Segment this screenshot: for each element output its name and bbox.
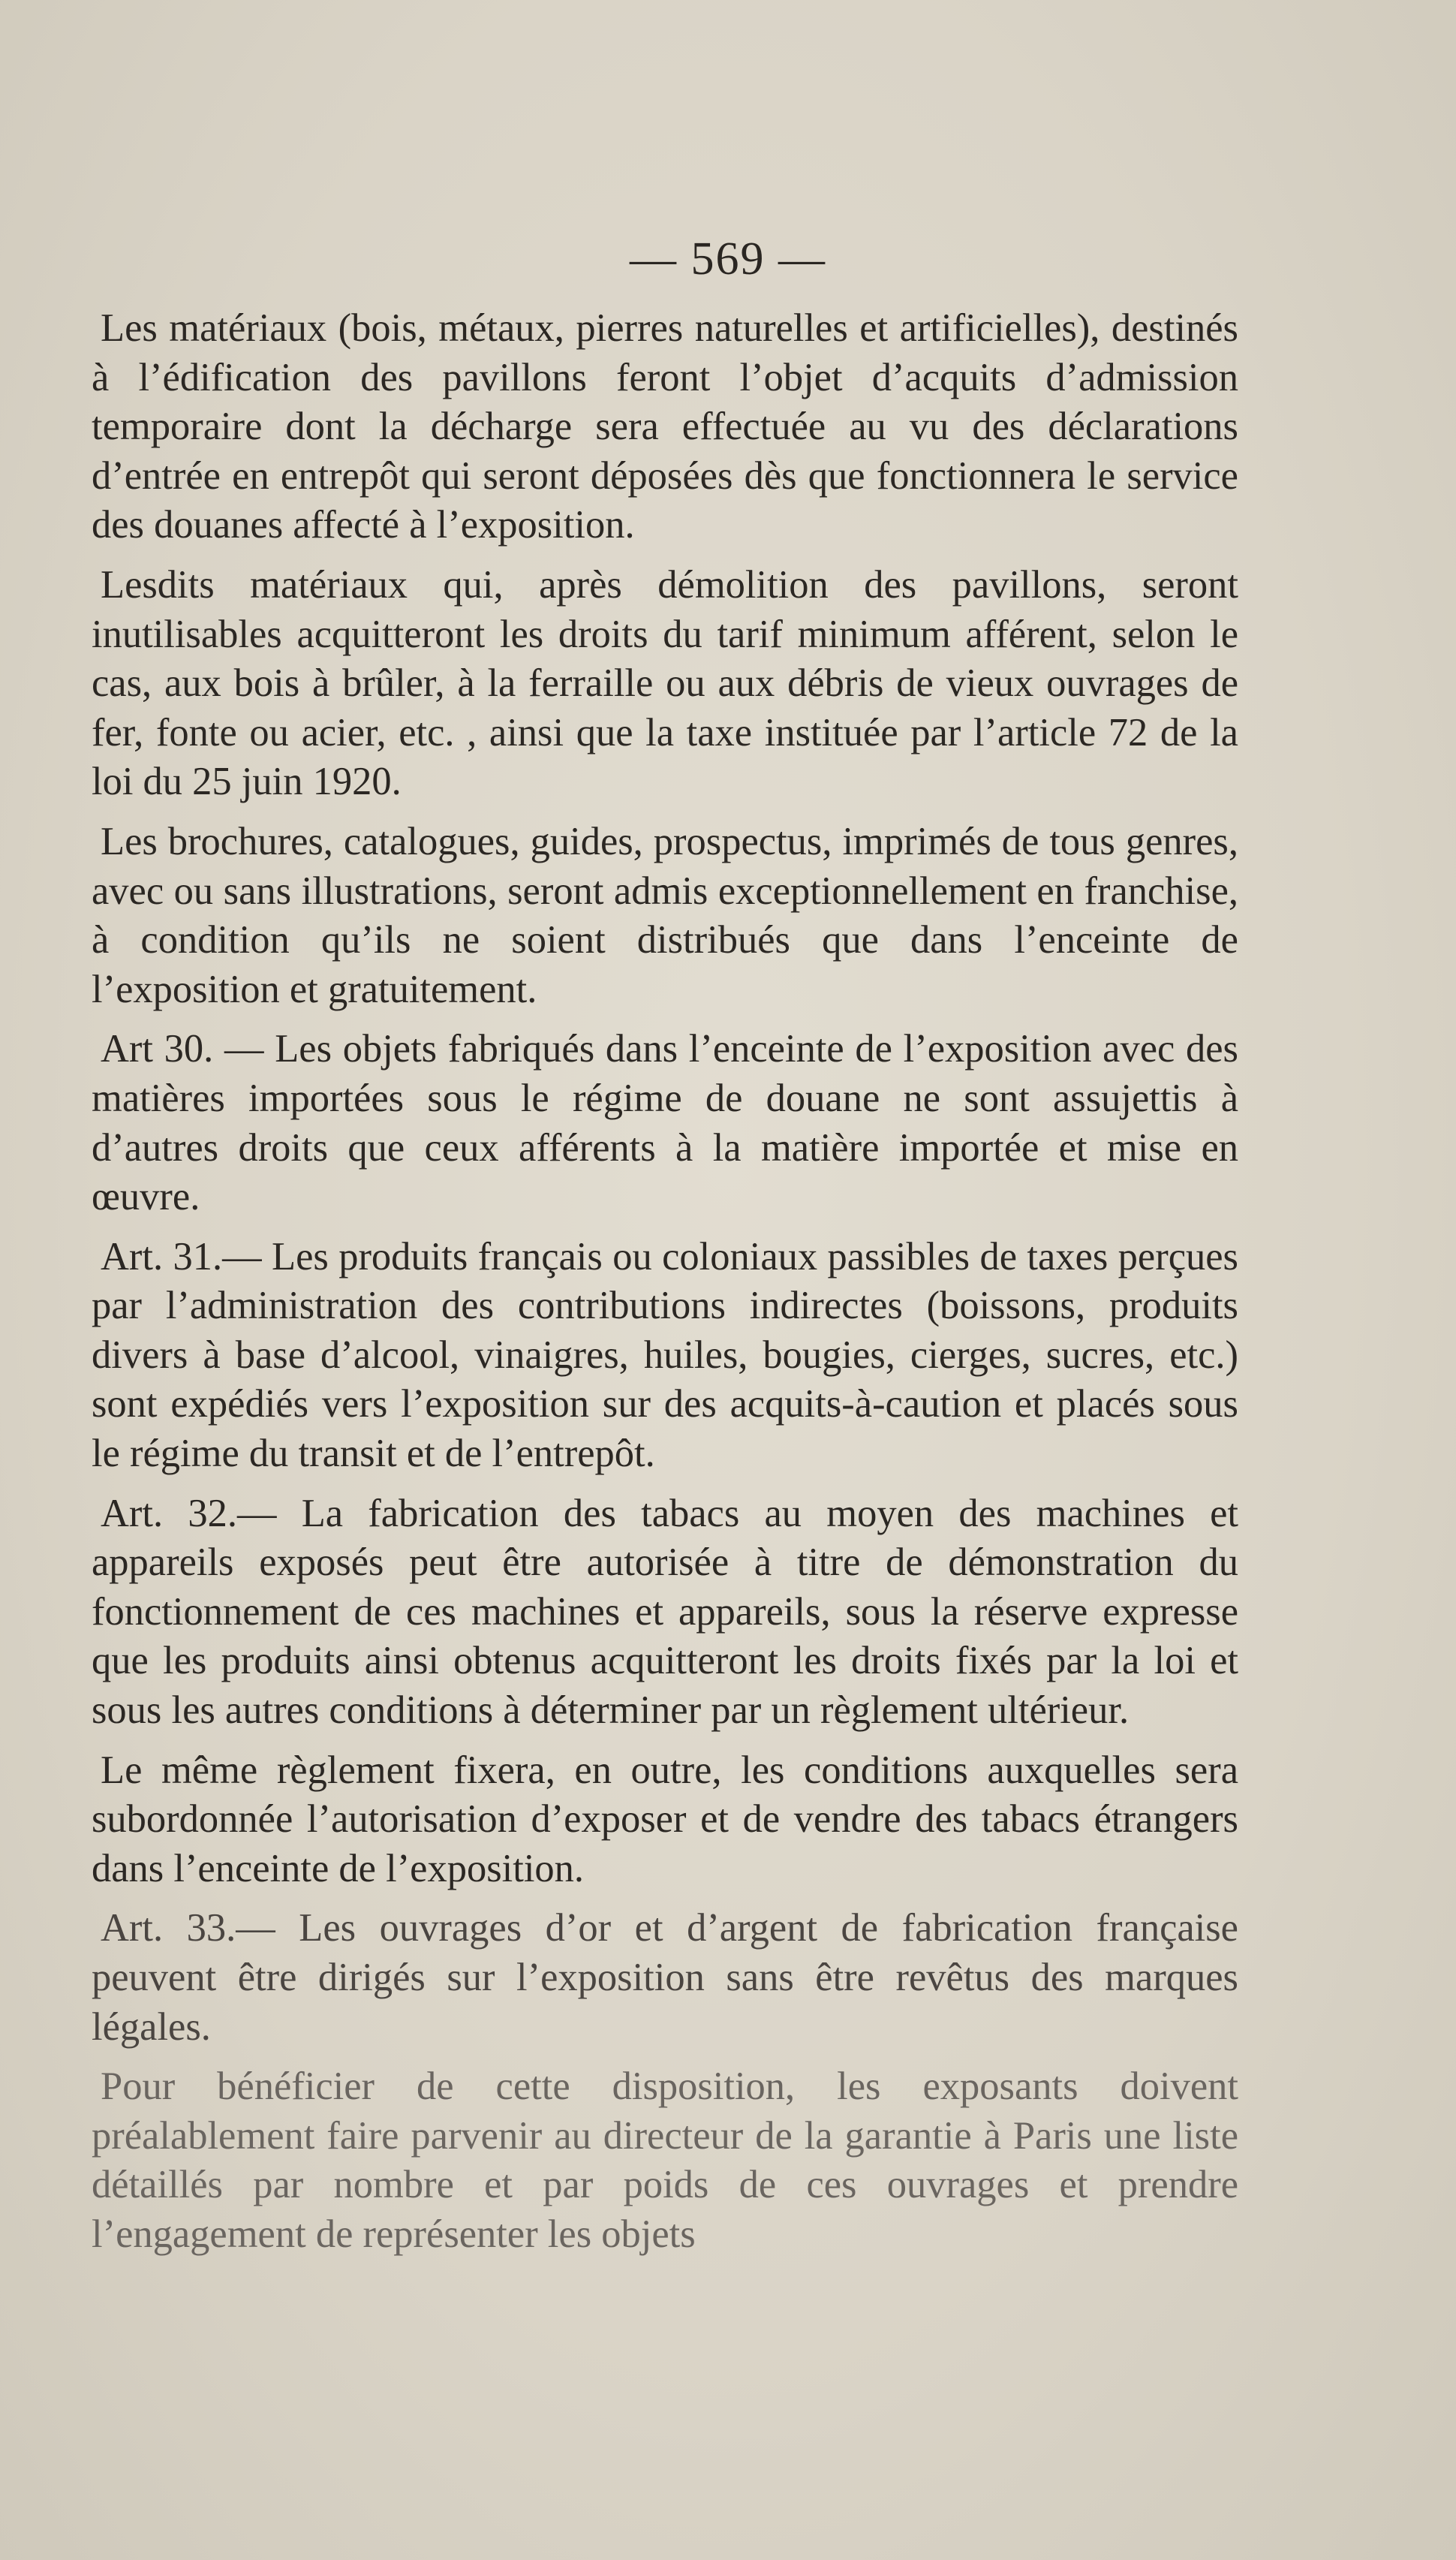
page-number: — 569 — — [630, 233, 826, 285]
paragraph-brochures: Les brochures, catalogues, guides, prospectus, imprimés de tous genres, avec ou sans illustrations, seront admis exceptionnellement en franchise, à condition qu’ils ne soient distribués que dans l’enceinte de l’exposition et gratuitement. — [92, 819, 1238, 1011]
paragraph-materials: Les matériaux (bois, métaux, pierres naturelles et artificielles), destinés à l’édification des pavillons feront l’objet d’acquits d’admission temporaire dont la décharge sera effectuée au vu des déclarations d’entrée en entrepôt qui seront déposées dès que fonctionnera le service des douanes affecté à l’exposition. — [92, 306, 1238, 547]
paragraph-art-32: Art. 32.— La fabrication des tabacs au moyen des machines et appareils exposés peut être autorisée à titre de démonstration du fonctionnement de ces machines et appareils, sous la réserve expresse que les produits ainsi obtenus acquitteront les droits fixés par la loi et sous les autres conditions à déterminer par un règlement ultérieur. — [92, 1491, 1238, 1733]
paragraph-demolition: Lesdits matériaux qui, après démolition des pavillons, seront inutilisables acquitteront les droits du tarif minimum afférent, selon le cas, aux bois à brûler, à la ferraille ou aux débris de vieux ouvrages de fer, fonte ou acier, etc. , ainsi que la taxe instituée par l’article 72 de la loi du 25 juin 1920. — [92, 562, 1238, 804]
paragraph-art-30: Art 30. — Les objets fabriqués dans l’enceinte de l’exposition avec des matières importées sous le régime de douane ne sont assujettis à d’autres droits que ceux afférents à la matière importée et mise en œuvre. — [92, 1027, 1238, 1219]
body-text — [92, 304, 1238, 2260]
paragraph-art-31: Art. 31.— Les produits français ou coloniaux passibles de taxes perçues par l’administration des contributions indirectes (boissons, produits divers à base d’alcool, vinaigres, huiles, bougies, cierges, sucres, etc.) sont expédiés vers l’exposition sur des acquits-à-caution et placés sous le régime du transit et de l’entrepôt. — [92, 1234, 1238, 1476]
paragraph-art-33: Art. 33.— Les ouvrages d’or et d’argent de fabrication française peuvent être dirigés sur l’exposition sans être revêtus des marques légales. — [92, 1906, 1238, 2049]
paragraph-tabacs-etrangers: Le même règlement fixera, en outre, les conditions auxquelles sera subordonnée l’autorisation d’exposer et de vendre des tabacs étrangers dans l’enceinte de l’exposition. — [92, 1748, 1238, 1890]
paragraph-garantie: Pour bénéficier de cette disposition, les exposants doivent préalablement faire parvenir au directeur de la garantie à Paris une liste détaillés par nombre et par poids de ces ouvrages et prendre l’engagement de représenter les objets — [92, 2065, 1238, 2256]
